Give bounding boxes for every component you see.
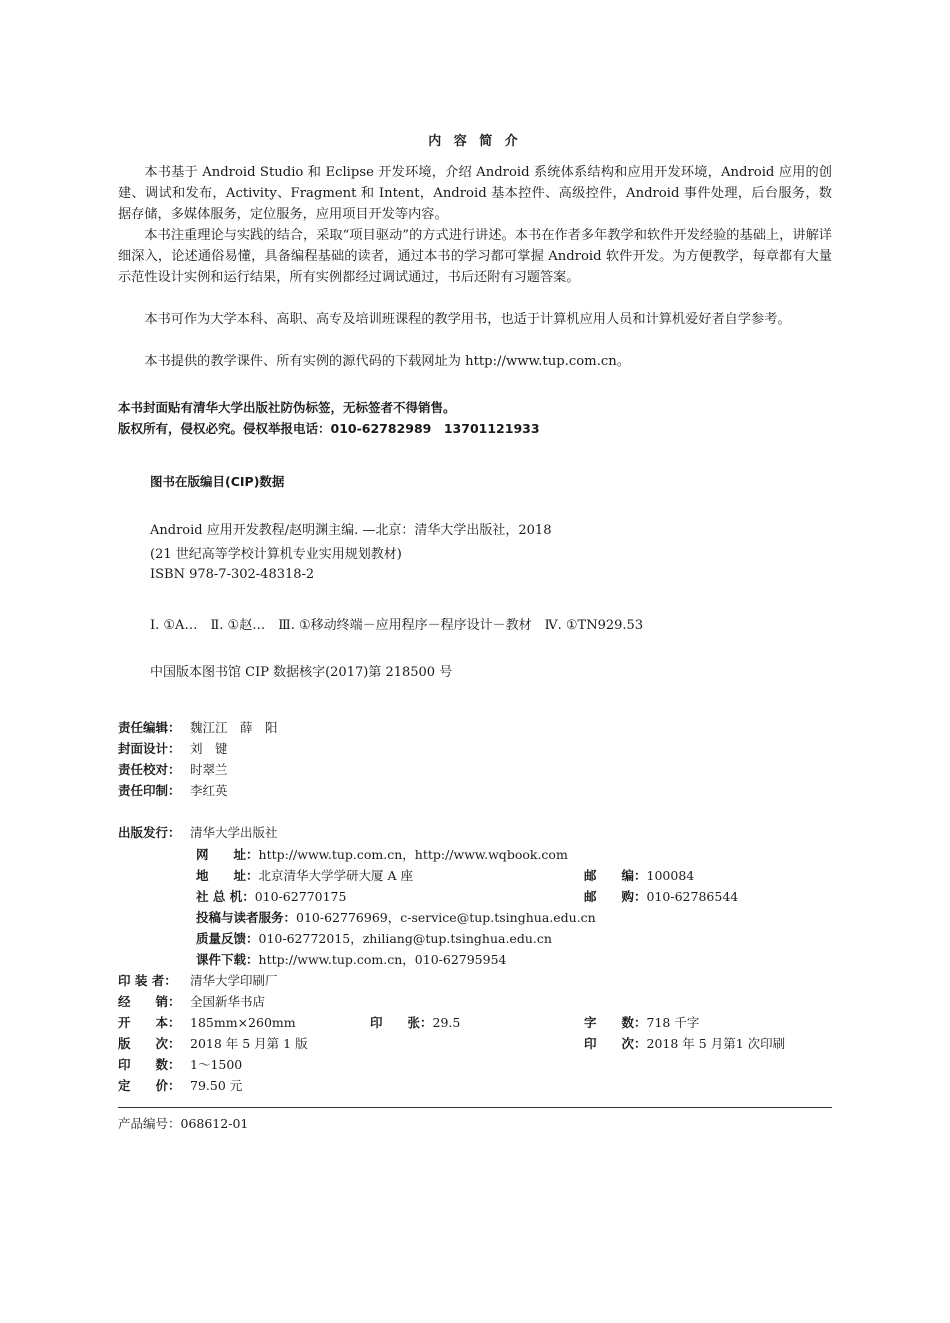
summary-paragraph-2: 本书注重理论与实践的结合，采取“项目驱动”的方式进行讲述。本书在作者多年教学和软件开发经验的基础上，讲解详细深入，论述通俗易懂，具备编程基础的读者，通过本书的学习都可掌握 Android 软件开发。为方便教学，每章都有大量示范性设计实例和运行结果，所有实例都经过调试通过，书后还附有习题答案。 [118, 228, 832, 285]
spec-quantity-row [118, 1055, 242, 1075]
staff-print [118, 781, 228, 801]
spec-words-label: 字 数： [584, 1015, 647, 1030]
publisher-address-label: 地 址： [196, 868, 259, 883]
spec-printing: 2018 年 5 月第1 次印刷 [646, 1036, 786, 1051]
spec-printing-label: 印 次： [584, 1036, 647, 1051]
spec-distributor-label: 经 销： [118, 994, 181, 1009]
spec-quantity: 1～1500 [190, 1057, 243, 1072]
cip-heading: 图书在版编目(CIP)数据 [150, 474, 285, 489]
spec-format: 185mm×260mm [190, 1015, 296, 1030]
spec-words-row [584, 1013, 699, 1033]
publisher-mailorder-row [584, 887, 738, 907]
spec-edition-label: 版 次： [118, 1036, 181, 1051]
spec-quantity-label: 印 数： [118, 1057, 181, 1072]
summary-paragraph-4: 本书提供的教学课件、所有实例的源代码的下载网址为 http://www.tup.com.cn。 [144, 354, 630, 369]
spec-printer: 清华大学印刷厂 [190, 973, 278, 988]
copyright-notice: 版权所有，侵权必究。侵权举报电话：010-62782989 13701121933 [118, 421, 540, 436]
staff-editor-value: 魏江江 薛 阳 [190, 720, 278, 735]
publisher-phone: 010-62770175 [254, 889, 347, 904]
spec-printer-row [118, 971, 278, 991]
publisher-service-row [196, 908, 596, 928]
spec-sheets-label: 印 张： [370, 1015, 433, 1030]
publisher-quality-row [196, 929, 552, 949]
publisher-postcode: 100084 [646, 868, 695, 883]
publisher-quality: 010-62772015，zhiliang@tup.tsinghua.edu.cn [258, 931, 552, 946]
spec-words: 718 千字 [646, 1015, 700, 1030]
anti-counterfeit-notice: 本书封面贴有清华大学出版社防伪标签，无标签者不得销售。 [118, 400, 456, 415]
spec-printer-label: 印 装 者： [118, 973, 177, 988]
staff-cover [118, 739, 228, 759]
publisher-mailorder: 010-62786544 [646, 889, 739, 904]
spec-printing-row [584, 1034, 785, 1054]
page-title: 内 容 简 介 [428, 134, 522, 149]
staff-cover-label: 封面设计： [118, 741, 181, 756]
publisher-address-row [196, 866, 413, 886]
spec-sheets-row [370, 1013, 460, 1033]
publisher-postcode-row [584, 866, 694, 886]
spec-format-label: 开 本： [118, 1015, 181, 1030]
publisher-web-label: 网 址： [196, 847, 259, 862]
summary-paragraph-1: 本书基于 Android Studio 和 Eclipse 开发环境，介绍 Android 系统体系结构和应用开发环境，Android 应用的创建、调试和发布，Activity、Fragment 和 Intent，Android 基本控件、高级控件，Android 事件处理，后台服务，数据存储，多媒体服务，定位服务，应用项目开发等内容。 [118, 165, 832, 222]
publisher-phone-row [196, 887, 346, 907]
publisher-quality-label: 质量反馈： [196, 931, 259, 946]
publisher-courseware-label: 课件下载： [196, 952, 259, 967]
publisher-label: 出版发行： [118, 825, 181, 840]
staff-cover-value: 刘 键 [190, 741, 228, 756]
cip-verification: 中国版本图书馆 CIP 数据核字(2017)第 218500 号 [150, 665, 453, 680]
spec-sheets: 29.5 [432, 1015, 461, 1030]
publisher-web: http://www.tup.com.cn，http://www.wqbook.com [258, 847, 568, 862]
publisher-service: 010-62776969，c-service@tup.tsinghua.edu.cn [296, 910, 596, 925]
staff-proof-label: 责任校对： [118, 762, 181, 777]
staff-proof [118, 760, 228, 780]
publisher-row [118, 823, 278, 843]
publisher-service-label: 投稿与读者服务： [196, 910, 297, 925]
spec-format-row [118, 1013, 296, 1033]
cip-line-1: Android 应用开发教程/赵明渊主编. —北京：清华大学出版社，2018 [150, 523, 552, 538]
spec-distributor-row [118, 992, 265, 1012]
product-number: 产品编号：068612-01 [118, 1116, 249, 1131]
publisher-mailorder-label: 邮 购： [584, 889, 647, 904]
staff-print-label: 责任印制： [118, 783, 181, 798]
spec-distributor: 全国新华书店 [190, 994, 266, 1009]
staff-proof-value: 时翠兰 [190, 762, 228, 777]
publisher-postcode-label: 邮 编： [584, 868, 647, 883]
cip-classification: Ⅰ. ①A… Ⅱ. ①赵… Ⅲ. ①移动终端－应用程序－程序设计－教材 Ⅳ. ①TN929.53 [150, 618, 644, 633]
spec-price: 79.50 元 [190, 1078, 243, 1093]
publisher-address: 北京清华大学学研大厦 A 座 [258, 868, 413, 883]
cip-line-2: (21 世纪高等学校计算机专业实用规划教材) [150, 547, 402, 562]
summary-paragraph-3: 本书可作为大学本科、高职、高专及培训班课程的教学用书，也适于计算机应用人员和计算机爱好者自学参考。 [144, 312, 791, 327]
publisher-courseware-row [196, 950, 507, 970]
publisher-name: 清华大学出版社 [190, 825, 278, 840]
spec-edition-row [118, 1034, 308, 1054]
spec-price-row [118, 1076, 242, 1096]
staff-print-value: 李红英 [190, 783, 228, 798]
publisher-courseware: http://www.tup.com.cn，010-62795954 [258, 952, 507, 967]
publisher-phone-label: 社 总 机： [196, 889, 255, 904]
spec-price-label: 定 价： [118, 1078, 181, 1093]
divider [118, 1107, 832, 1108]
spec-edition: 2018 年 5 月第 1 版 [190, 1036, 308, 1051]
publisher-web-row [196, 845, 568, 865]
cip-isbn: ISBN 978-7-302-48318-2 [150, 567, 315, 582]
staff-editor-label: 责任编辑： [118, 720, 181, 735]
staff-editor [118, 718, 278, 738]
